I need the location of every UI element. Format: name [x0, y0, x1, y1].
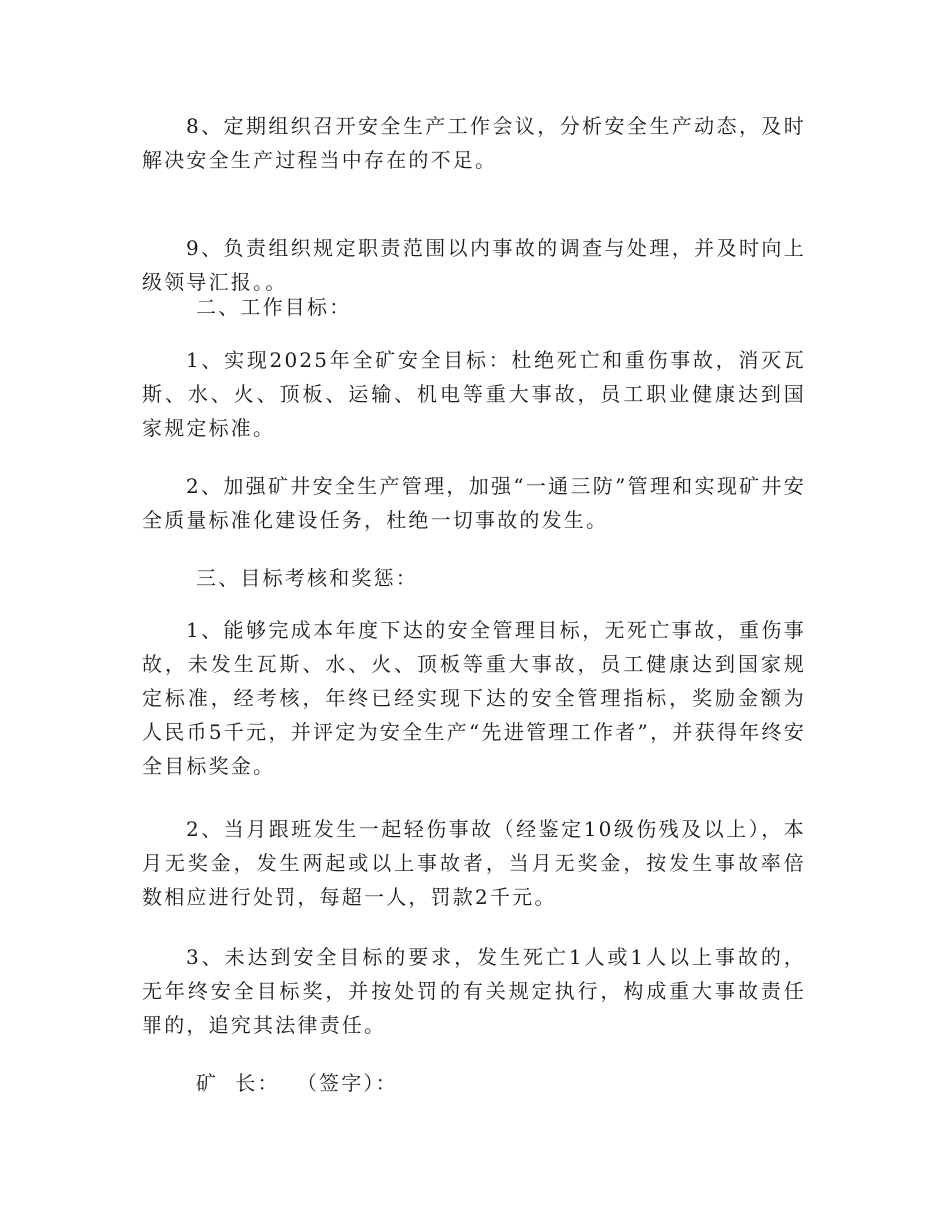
section-heading-assessment: 三、目标考核和奖惩：	[196, 566, 418, 590]
paragraph-item-8: 8、定期组织召开安全生产工作会议，分析安全生产动态，及时解决安全生产过程当中存在的不足。	[142, 114, 806, 172]
paragraph-item-9: 9、负责组织规定职责范围以内事故的调查与处理，并及时向上级领导汇报。。	[142, 236, 806, 294]
paragraph-goal-1: 1、实现2025年全矿安全目标：杜绝死亡和重伤事故，消灭瓦斯、水、火、顶板、运输、机电等重大事故，员工职业健康达到国家规定标准。	[142, 348, 806, 440]
paragraph-reward-3: 3、未达到安全目标的要求，发生死亡1人或1人以上事故的，无年终安全目标奖，并按处罚的有关规定执行，构成重大事故责任罪的，追究其法律责任。	[142, 945, 806, 1037]
signature-line: 矿 长： （签字）：	[196, 1071, 398, 1095]
paragraph-goal-2: 2、加强矿井安全生产管理，加强“一通三防”管理和实现矿井安全质量标准化建设任务，杜绝一切事故的发生。	[142, 474, 806, 532]
paragraph-reward-1: 1、能够完成本年度下达的安全管理目标，无死亡事故，重伤事故，未发生瓦斯、水、火、顶板等重大事故，员工健康达到国家规定标准，经考核，年终已经实现下达的安全管理指标，奖励金额为人民币5千元，并评定为安全生产“先进管理工作者”，并获得年终安全目标奖金。	[142, 618, 806, 778]
section-heading-work-goals: 二、工作目标：	[196, 295, 352, 319]
paragraph-reward-2: 2、当月跟班发生一起轻伤事故（经鉴定10级伤残及以上），本月无奖金，发生两起或以上事故者，当月无奖金，按发生事故率倍数相应进行处罚，每超一人，罚款2千元。	[142, 817, 806, 909]
